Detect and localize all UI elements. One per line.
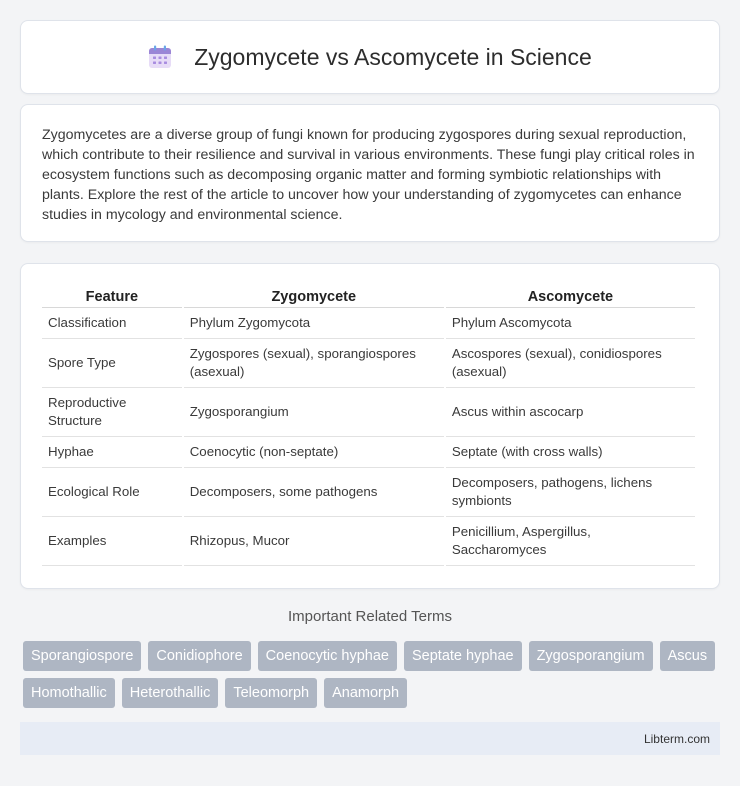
table-cell: Classification [42, 308, 182, 339]
term-tag[interactable]: Ascus [660, 641, 716, 671]
table-row [42, 517, 695, 566]
footer-site-link[interactable]: Libterm.com [643, 731, 710, 746]
table-header-row [42, 284, 695, 308]
table-cell: Phylum Zygomycota [184, 308, 444, 339]
term-tag[interactable]: Coenocytic hyphae [258, 641, 397, 671]
table-cell: Hyphae [42, 437, 182, 468]
term-tag[interactable]: Conidiophore [148, 641, 250, 671]
table-cell: Zygosporangium [184, 388, 444, 437]
table-row [42, 468, 695, 517]
table-cell: Spore Type [42, 339, 182, 388]
comparison-table [40, 284, 697, 566]
table-cell: Penicillium, Aspergillus, Saccharomyces [446, 517, 695, 566]
term-tag[interactable]: Anamorph [324, 678, 407, 708]
intro-text: Zygomycetes are a diverse group of fungi known for producing zygospores during sexual reproduction, which contribute to their resilience and survival in various environments. These fungi play critical roles in ecosystem functions such as decomposing organic matter and forming symbiotic relationships with plants. Explore the rest of the article to uncover how your understanding of zygomycetes can enhance studies in mycology and environmental science. [42, 127, 695, 223]
table-cell: Ascus within ascocarp [446, 388, 695, 437]
title-wrap [148, 44, 592, 71]
footer [20, 722, 720, 755]
table-cell: Examples [42, 517, 182, 566]
term-tag[interactable]: Septate hyphae [404, 641, 522, 671]
table-row [42, 388, 695, 437]
term-tag[interactable]: Sporangiospore [23, 641, 141, 671]
column-header-ascomycete: Ascomycete [446, 284, 695, 308]
table-cell: Septate (with cross walls) [446, 437, 695, 468]
table-cell: Coenocytic (non-septate) [184, 437, 444, 468]
table-cell: Phylum Ascomycota [446, 308, 695, 339]
column-header-zygomycete: Zygomycete [184, 284, 444, 308]
table-cell: Ecological Role [42, 468, 182, 517]
table-cell: Ascospores (sexual), conidiospores (asexual) [446, 339, 695, 388]
table-cell: Decomposers, some pathogens [184, 468, 444, 517]
page-title: Zygomycete vs Ascomycete in Science [194, 43, 592, 70]
table-row [42, 339, 695, 388]
calendar-icon [148, 45, 172, 69]
term-tag[interactable]: Heterothallic [122, 678, 219, 708]
column-header-feature: Feature [42, 284, 182, 308]
related-terms-list [23, 641, 723, 708]
table-row [42, 308, 695, 339]
table-cell: Rhizopus, Mucor [184, 517, 444, 566]
table-cell: Reproductive Structure [42, 388, 182, 437]
intro-card [20, 104, 720, 242]
table-row [42, 437, 695, 468]
term-tag[interactable]: Teleomorph [225, 678, 317, 708]
comparison-table-card [20, 263, 720, 589]
term-tag[interactable]: Zygosporangium [529, 641, 653, 671]
related-terms-title: Important Related Terms [288, 608, 452, 625]
table-cell: Decomposers, pathogens, lichens symbionts [446, 468, 695, 517]
header-card [20, 20, 720, 94]
table-cell: Zygospores (sexual), sporangiospores (asexual) [184, 339, 444, 388]
term-tag[interactable]: Homothallic [23, 678, 115, 708]
